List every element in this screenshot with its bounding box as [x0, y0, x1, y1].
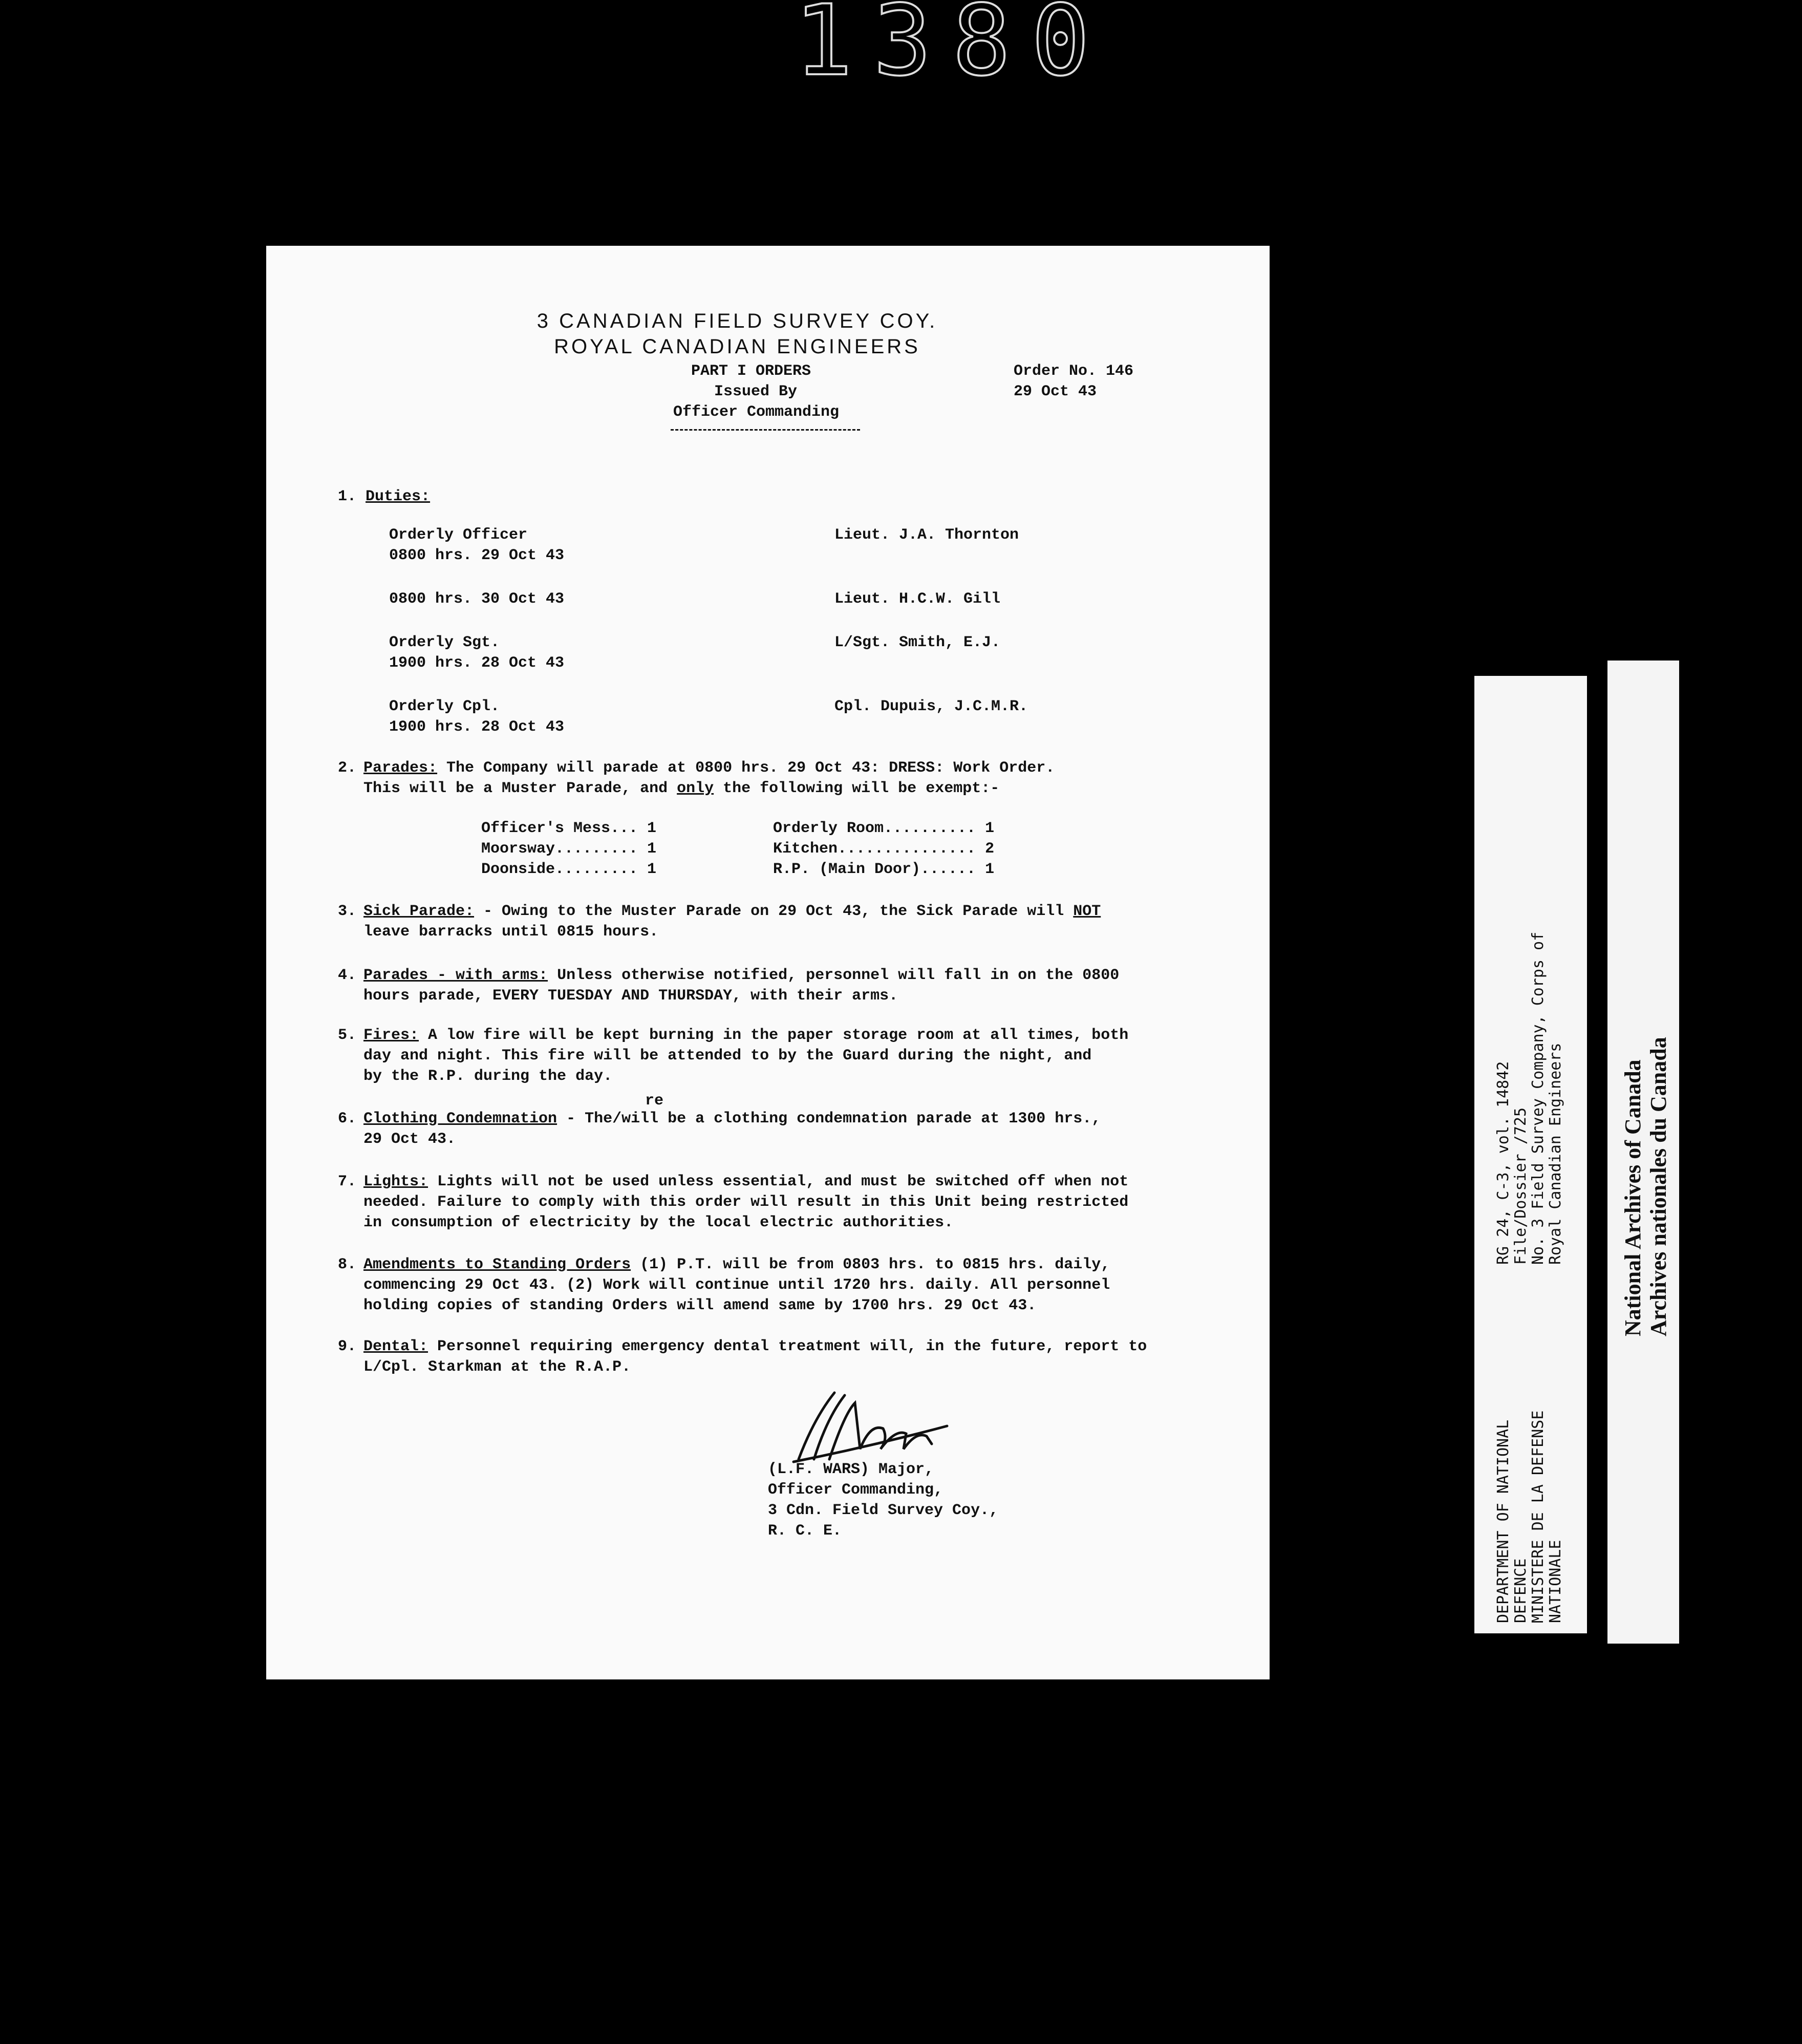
item-text: the following will be exempt:-: [714, 780, 1000, 797]
issued-by-label: Issued By: [714, 383, 798, 400]
item-text: L/Cpl. Starkman at the R.A.P.: [363, 1358, 631, 1376]
item-heading: Parades:: [363, 759, 438, 777]
exempt-item: Doonside......... 1: [481, 861, 657, 878]
duty-left: Orderly Cpl.: [389, 698, 500, 715]
item-dental: [338, 1336, 1249, 1377]
item-heading: Dental:: [363, 1338, 428, 1355]
order-date: 29 Oct 43: [1014, 383, 1097, 400]
item-text: holding copies of standing Orders will amend same by 1700 hrs. 29 Oct 43.: [363, 1297, 1037, 1314]
national-archives-label: [1607, 661, 1679, 1644]
item-heading: Duties:: [366, 488, 431, 505]
item-heading: Sick Parade:: [363, 903, 475, 920]
signatory-unit: 3 Cdn. Field Survey Coy.,: [768, 1502, 999, 1519]
item-lights: [338, 1172, 1249, 1233]
item-text: hours parade, EVERY TUESDAY AND THURSDAY, with their arms.: [363, 987, 898, 1005]
duty-assignee: Lieut. H.C.W. Gill: [834, 590, 1001, 608]
item-fires: [338, 1025, 1249, 1087]
item-sick-parade: [338, 901, 1249, 942]
emphasis-text: NOT: [1073, 903, 1101, 920]
header-divider: [671, 429, 860, 431]
item-number: 8.: [338, 1256, 357, 1273]
item-text: commencing 29 Oct 43. (2) Work will continue until 1720 hrs. daily. All personnel: [363, 1276, 1110, 1294]
duty-left: Orderly Sgt.: [389, 634, 500, 651]
exempt-item: Orderly Room.......... 1: [773, 820, 995, 837]
archives-name: National Archives of Canada Archives nationales du Canada: [1620, 1037, 1671, 1336]
item-text: Personnel requiring emergency dental treatment will, in the future, report to: [428, 1338, 1147, 1355]
item-text: needed. Failure to comply with this order will result in this Unit being restricted: [363, 1194, 1129, 1211]
item-number: 5.: [338, 1027, 357, 1044]
duty-assignee: Cpl. Dupuis, J.C.M.R.: [834, 698, 1028, 715]
item-text: by the R.P. during the day.: [363, 1068, 613, 1085]
item-number: 9.: [338, 1338, 357, 1355]
order-number: Order No. 146: [1014, 363, 1134, 380]
item-number: 3.: [338, 903, 357, 920]
emphasis-text: only: [677, 780, 714, 797]
document-page: [266, 246, 1270, 1679]
item-number: 2.: [338, 759, 357, 777]
corps-title: ROYAL CANADIAN ENGINEERS: [554, 335, 920, 358]
item-text: in consumption of electricity by the local electric authorities.: [363, 1214, 954, 1231]
unit-title: 3 CANADIAN FIELD SURVEY COY.: [537, 310, 938, 332]
item-text: This will be a Muster Parade, and: [363, 780, 677, 797]
record-group-reference: RG 24, C-3, vol. 14842 File/Dossier /725 No. 3 Field Survey Company, Corps of Royal Canadian Engineers: [1494, 931, 1564, 1265]
microfilm-frame-number: 1380: [794, 0, 1110, 82]
item-number: 6.: [338, 1110, 357, 1127]
item-text: Lights will not be used unless essential, and must be switched off when not: [428, 1173, 1129, 1190]
item-heading: Clothing Condemnation: [363, 1110, 557, 1127]
item-text: - The/will be a clothing condemnation parade at 1300 hrs.,: [557, 1110, 1101, 1127]
duty-assignee: L/Sgt. Smith, E.J.: [834, 634, 1001, 651]
item-clothing: [338, 1109, 1249, 1149]
item-text: day and night. This fire will be attended to by the Guard during the night, and: [363, 1047, 1092, 1064]
item-text: 29 Oct 43.: [363, 1131, 456, 1148]
duty-assignee: Lieut. J.A. Thornton: [834, 526, 1019, 544]
item-heading: Lights:: [363, 1173, 428, 1190]
item-number: 7.: [338, 1173, 357, 1190]
item-number: 4.: [338, 967, 357, 984]
item-text: leave barracks until 0815 hours.: [363, 923, 659, 941]
signatory-name: (L.F. WARS) Major,: [768, 1461, 934, 1478]
signatory-corps: R. C. E.: [768, 1522, 842, 1540]
exempt-item: Kitchen............... 2: [773, 840, 995, 858]
signatory-title: Officer Commanding,: [768, 1481, 943, 1499]
exempt-item: R.P. (Main Door)...... 1: [773, 861, 995, 878]
item-text: (1) P.T. will be from 0803 hrs. to 0815 hrs. daily,: [631, 1256, 1110, 1273]
part-label: PART I ORDERS: [691, 363, 811, 380]
duties-heading: [338, 486, 430, 507]
item-heading: Amendments to Standing Orders: [363, 1256, 631, 1273]
duty-left: Orderly Officer: [389, 526, 528, 544]
item-text: - Owing to the Muster Parade on 29 Oct 43, the Sick Parade will: [474, 903, 1074, 920]
item-text: A low fire will be kept burning in the paper storage room at all times, both: [419, 1027, 1129, 1044]
duty-left-time: 1900 hrs. 28 Oct 43: [389, 654, 565, 672]
item-number: 1.: [338, 488, 357, 505]
duty-left-time: 1900 hrs. 28 Oct 43: [389, 718, 565, 736]
archive-reference-label: [1474, 676, 1587, 1633]
department-label: DEPARTMENT OF NATIONAL DEFENCE MINISTERE DE LA DEFENSE NATIONALE: [1494, 1410, 1564, 1623]
item-parades: [338, 758, 1249, 799]
item-heading: Fires:: [363, 1027, 419, 1044]
handwritten-signature: [778, 1388, 962, 1470]
item-text: The Company will parade at 0800 hrs. 29 Oct 43: DRESS: Work Order.: [437, 759, 1055, 777]
item-amendments: [338, 1254, 1249, 1316]
exempt-item: Officer's Mess... 1: [481, 820, 657, 837]
issuer-label: Officer Commanding: [673, 403, 840, 421]
duty-left-time: 0800 hrs. 29 Oct 43: [389, 547, 565, 564]
signature-block: [768, 1459, 998, 1541]
duty-left: 0800 hrs. 30 Oct 43: [389, 590, 565, 608]
exempt-item: Moorsway......... 1: [481, 840, 657, 858]
handwritten-insert: re: [645, 1092, 664, 1110]
item-heading: Parades - with arms:: [363, 967, 548, 984]
item-parades-with-arms: [338, 965, 1249, 1006]
item-text: Unless otherwise notified, personnel will fall in on the 0800: [548, 967, 1120, 984]
